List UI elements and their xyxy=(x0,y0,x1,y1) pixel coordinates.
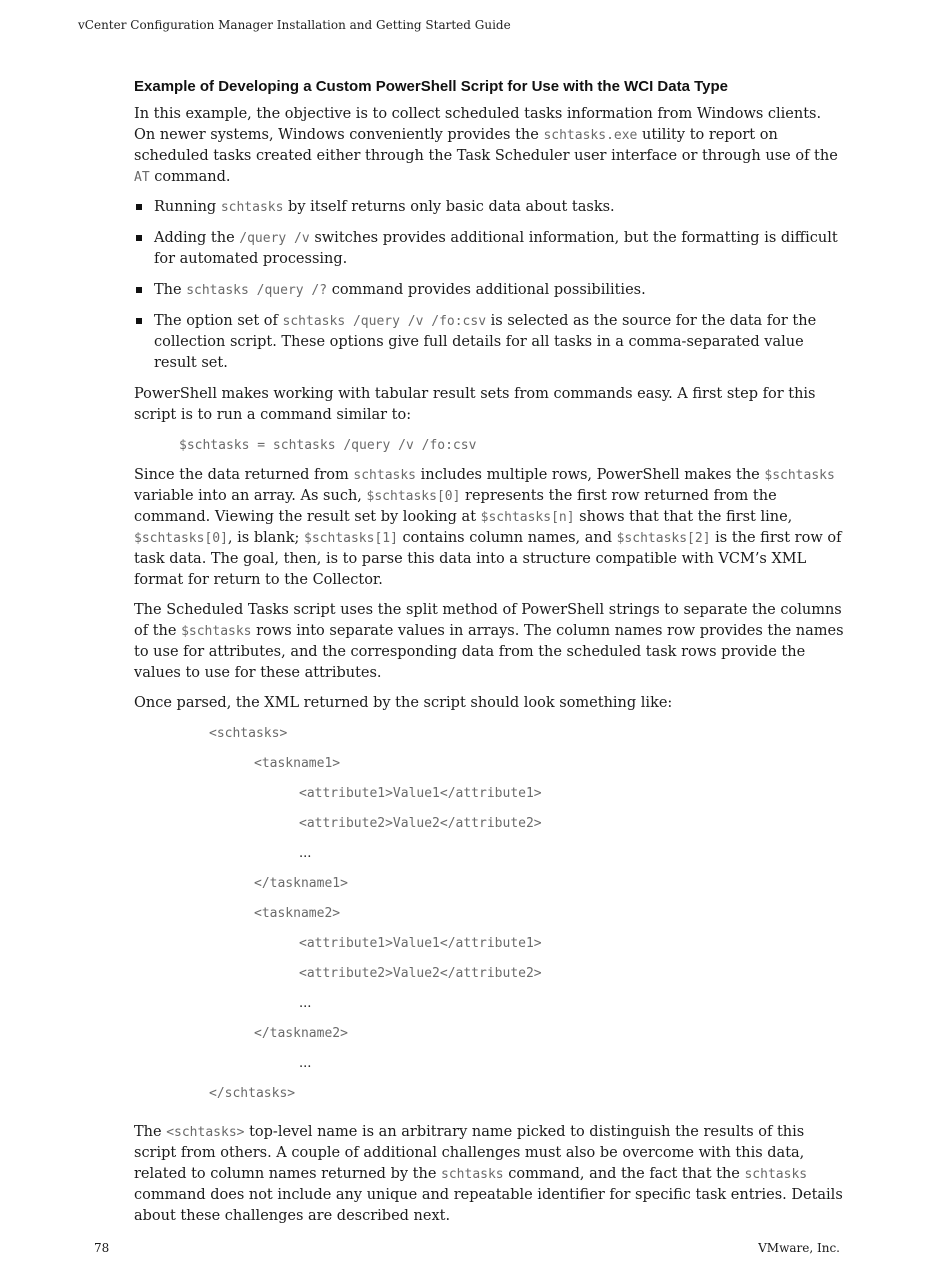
xml-line: <taskname2> xyxy=(254,906,341,921)
page-content xyxy=(134,78,846,1236)
text-span: Adding the xyxy=(154,230,240,246)
xml-line: <schtasks> xyxy=(209,726,288,741)
inline-code: /query /v xyxy=(239,231,310,246)
list-item xyxy=(134,197,846,218)
paragraph-powershell: PowerShell makes working with tabular result sets from commands easy. A first step for this script is to run a command similar to: xyxy=(134,386,816,423)
text-span: shows that that the first line, xyxy=(574,509,793,525)
xml-line: ... xyxy=(299,846,312,861)
inline-code: $schtasks xyxy=(181,624,252,639)
list-item xyxy=(134,311,846,374)
inline-code: $schtasks xyxy=(764,468,835,483)
text-span: represents the first row returned from the command. Viewing the result set by looking at xyxy=(134,488,777,525)
xml-line: ... xyxy=(299,996,312,1011)
text-span: by itself returns only basic data about tasks. xyxy=(283,199,615,215)
inline-code: schtasks /query /v /fo:csv xyxy=(282,314,487,329)
running-header: vCenter Configuration Manager Installation and Getting Started Guide xyxy=(78,18,511,32)
inline-code: AT xyxy=(134,170,150,185)
xml-line: </taskname1> xyxy=(254,876,348,891)
inline-code: schtasks xyxy=(441,1167,504,1182)
inline-code: $schtasks[0] xyxy=(366,489,461,504)
text-span: Running xyxy=(154,199,221,215)
text-span: In this example, the objective is to collect scheduled tasks information from Windows clients. On newer systems, Windows conveniently provides the xyxy=(134,106,822,143)
xml-line: <attribute2>Value2</attribute2> xyxy=(299,816,542,831)
text-span: top-level name is an arbitrary name picked to distinguish the results of this script from others. A couple of additional challenges must also be overcome with this data, related to column names returned by the xyxy=(134,1124,805,1182)
text-span: command provides additional possibilities. xyxy=(327,282,646,298)
xml-line: <attribute1>Value1</attribute1> xyxy=(299,936,542,951)
paragraph-challenges xyxy=(134,1122,846,1227)
inline-code: schtasks xyxy=(744,1167,808,1182)
paragraph-xml-intro: Once parsed, the XML returned by the script should look something like: xyxy=(134,695,673,711)
text-span: utility to report on scheduled tasks created either through the Task Scheduler user interface or through use of the xyxy=(134,127,838,164)
inline-code: $schtasks[n] xyxy=(480,510,575,525)
square-bullet-icon xyxy=(136,318,142,324)
text-span: is selected as the source for the data for the collection script. These options give full details for all tasks in a comma-separated value result set. xyxy=(154,313,817,371)
text-span: , is blank; xyxy=(227,530,305,546)
list-item xyxy=(134,280,846,301)
text-span: command, and the fact that the xyxy=(503,1166,745,1182)
xml-line: <taskname1> xyxy=(254,756,341,771)
inline-code: <schtasks> xyxy=(166,1125,245,1140)
text-span: The xyxy=(134,1124,167,1140)
xml-line: <attribute1>Value1</attribute1> xyxy=(299,786,542,801)
text-span: command. xyxy=(149,169,231,185)
section-title: Example of Developing a Custom PowerShell Script for Use with the WCI Data Type xyxy=(134,78,728,95)
text-span: switches provides additional information, but the formatting is difficult for automated processing. xyxy=(154,230,838,267)
xml-line: ... xyxy=(299,1056,312,1071)
xml-line: </schtasks> xyxy=(209,1086,296,1101)
inline-code: $schtasks[0] xyxy=(134,531,228,546)
paragraph-split-method xyxy=(134,600,846,684)
xml-line: <attribute2>Value2</attribute2> xyxy=(299,966,542,981)
inline-code: schtasks.exe xyxy=(543,128,638,143)
text-span: rows into separate values in arrays. The column names row provides the names to use for attributes, and the corresponding data from the scheduled task rows provide the values to use for these attributes. xyxy=(134,623,844,681)
inline-code: $schtasks[1] xyxy=(304,531,398,546)
square-bullet-icon xyxy=(136,204,142,210)
text-span: variable into an array. As such, xyxy=(134,488,367,504)
xml-line: </taskname2> xyxy=(254,1026,348,1041)
square-bullet-icon xyxy=(136,287,142,293)
paragraph-array xyxy=(134,465,846,591)
text-span: command does not include any unique and repeatable identifier for specific task entries. Details about these challenges are described next. xyxy=(134,1187,843,1224)
inline-code: schtasks /query /? xyxy=(186,283,328,298)
text-span: The Scheduled Tasks script uses the split method of PowerShell strings to separate the columns of the xyxy=(134,602,842,639)
list-item xyxy=(134,228,846,270)
square-bullet-icon xyxy=(136,235,142,241)
command-example: $schtasks = schtasks /query /v /fo:csv xyxy=(179,438,477,453)
inline-code: schtasks xyxy=(353,468,417,483)
text-span: The xyxy=(154,282,187,298)
inline-code: $schtasks[2] xyxy=(616,531,711,546)
text-span: The option set of xyxy=(154,313,283,329)
text-span: contains column names, and xyxy=(397,530,617,546)
intro-paragraph xyxy=(134,104,846,188)
bullet-list xyxy=(134,197,846,374)
inline-code: schtasks xyxy=(220,200,284,215)
text-span: is the first row of task data. The goal, then, is to parse this data into a structure compatible with VCM’s XML format for return to the Collector. xyxy=(134,530,842,588)
footer-company: VMware, Inc. xyxy=(758,1241,840,1255)
text-span: Since the data returned from xyxy=(134,467,354,483)
xml-example xyxy=(134,723,846,1113)
text-span: includes multiple rows, PowerShell makes the xyxy=(416,467,765,483)
page-number: 78 xyxy=(94,1241,110,1255)
